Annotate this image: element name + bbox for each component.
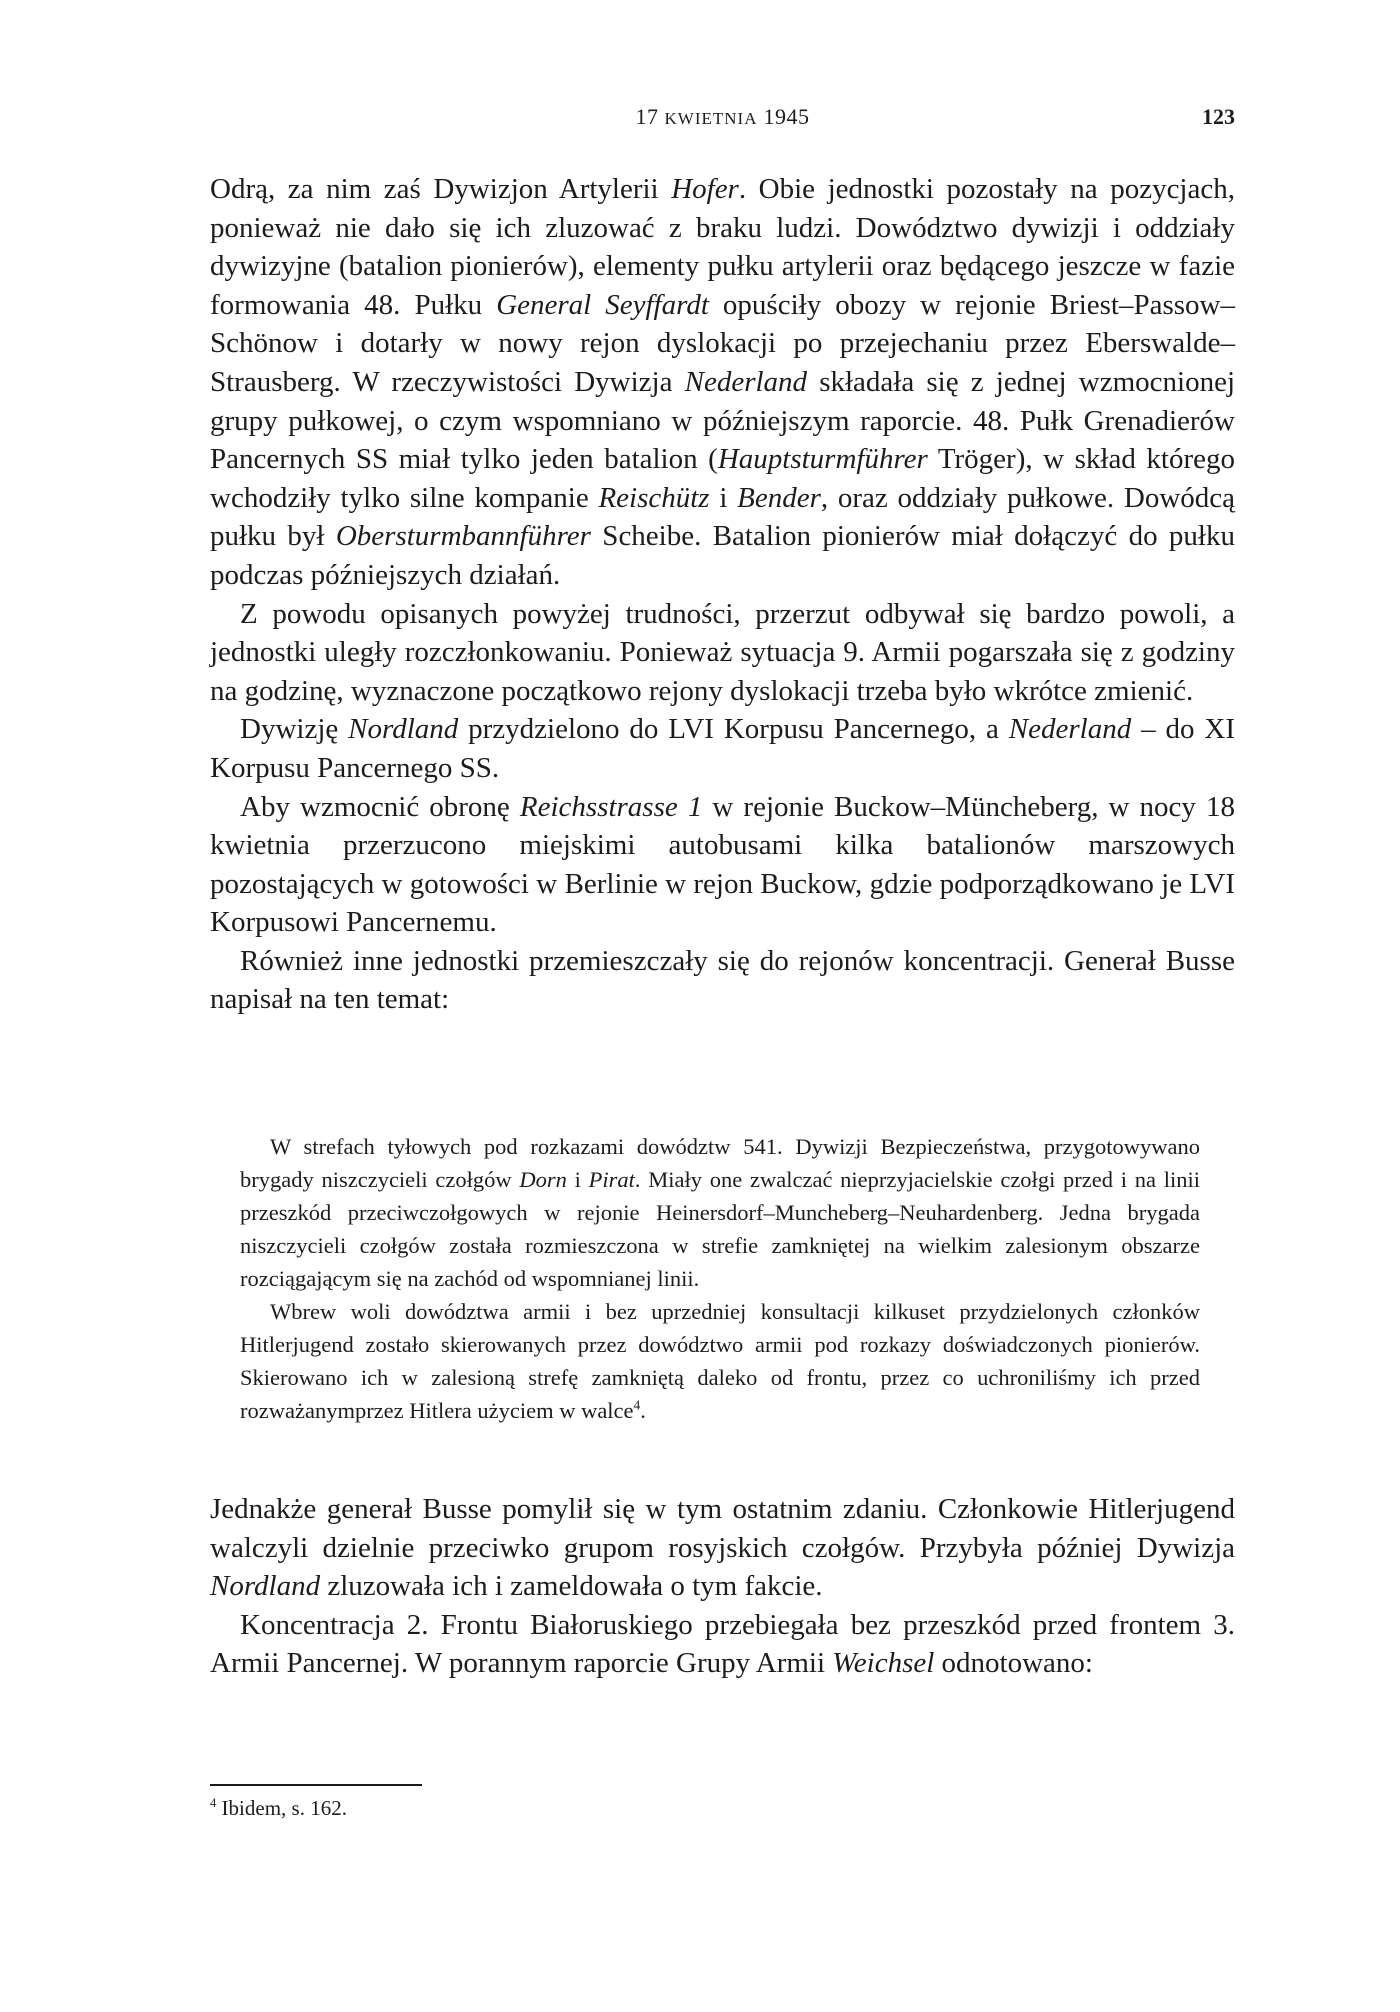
italic-term: Obersturmbannführer: [335, 520, 591, 553]
main-text: [210, 170, 1235, 1019]
paragraph: Odrą, za nim zaś Dywizjon Artylerii Hofer. Obie jednostki pozostały na pozycjach, ponieważ nie dało się ich zluzować z braku ludzi. Dowództwo dywizji i oddziały dywizyjne (batalion pionierów), elementy pułku artylerii oraz będącego jeszcze w fazie formowania 48. Pułku General Seyffardt opuściły obozy w rejonie Briest–Passow–Schönow i dotarły w nowy rejon dyslokacji po przejechaniu przez Eberswalde–Strausberg. W rzeczywistości Dywizja Nederland składała się z jednej wzmocnionej grupy pułkowej, o czym wspomniano w późniejszym raporcie. 48. Pułk Grenadierów Pancernych SS miał tylko jeden batalion (Hauptsturmführer Tröger), w skład którego wchodziły tylko silne kompanie Reischütz i Bender, oraz oddziały pułkowe. Dowódcą pułku był Obersturmbannführer Scheibe. Batalion pionierów miał dołączyć do pułku podczas późniejszych działań.: [210, 173, 1236, 591]
italic-term: Nederland: [684, 365, 808, 398]
footnote-divider: [210, 1784, 422, 1786]
footnote-marker: 4: [210, 1796, 217, 1810]
quote-paragraph: W strefach tyłowych pod rozkazami dowództw 541. Dywizji Bezpieczeństwa, przygotowywano brygady niszczycieli czołgów Dorn i Pirat. Miały one zwalczać nieprzyjacielskie czołgi przed i na linii przeszkód przeciwczołgowych w rejonie Heinersdorf–Muncheberg–Neuhardenberg. Jedna brygada niszczycieli czołgów została rozmieszczona w strefie zamkniętej na wielkim zalesionym obszarze rozciągającym się na zachód od wspomnianej linii.: [240, 1134, 1200, 1291]
header-year: 1945: [763, 104, 810, 129]
running-header: [210, 100, 1235, 134]
main-text-continued: [210, 1490, 1235, 1683]
paragraph: Jednakże generał Busse pomylił się w tym ostatnim zdaniu. Członkowie Hitlerjugend walczyli dzielnie przeciwko grupom rosyjskich czołgów. Przybyła później Dywizja Nordland zluzowała ich i zameldowała o tym fakcie.: [210, 1493, 1235, 1603]
block-quote: [240, 1130, 1200, 1427]
italic-term: Hauptsturmführer: [717, 443, 928, 476]
italic-term: General Seyffardt: [496, 288, 709, 321]
italic-term: Bender: [737, 481, 821, 514]
footnote: [210, 1794, 347, 1822]
italic-term: Reichsstrasse 1: [519, 790, 703, 823]
italic-term: Weichsel: [832, 1647, 935, 1680]
italic-term: Nederland: [1008, 713, 1132, 746]
footnote-text: Ibidem, s. 162.: [216, 1796, 347, 1820]
italic-term: Nordland: [210, 1570, 321, 1603]
header-month: KWIETNIA: [664, 109, 758, 128]
italic-term: Hofer: [671, 173, 739, 205]
paragraph: Dywizję Nordland przydzielono do LVI Korpusu Pancernego, a Nederland – do XI Korpusu Pancernego SS.: [210, 713, 1235, 784]
italic-term: Reischütz: [598, 481, 710, 514]
paragraph: Z powodu opisanych powyżej trudności, przerzut odbywał się bardzo powoli, a jednostki uległy rozczłonkowaniu. Ponieważ sytuacja 9. Armii pogarszała się z godziny na godzinę, wyznaczone początkowo rejony dyslokacji trzeba było wkrótce zmienić.: [210, 597, 1235, 707]
italic-term: Dorn: [519, 1167, 567, 1192]
chapter-date-title: [210, 104, 1235, 130]
paragraph: Również inne jednostki przemieszczały się do rejonów koncentracji. Generał Busse napisał na ten temat:: [210, 944, 1235, 1016]
italic-term: Pirat: [588, 1167, 635, 1192]
footnote-ref: 4: [633, 1397, 641, 1413]
paragraph: Koncentracja 2. Frontu Białoruskiego przebiegała bez przeszkód przed frontem 3. Armii Pancernej. W porannym raporcie Grupy Armii Weichsel odnotowano:: [210, 1608, 1235, 1680]
paragraph: Aby wzmocnić obronę Reichsstrasse 1 w rejonie Buckow–Müncheberg, w nocy 18 kwietnia przerzucono miejskimi autobusami kilka batalionów marszowych pozostających w gotowości w Berlinie w rejon Buckow, gdzie podporządkowano je LVI Korpusowi Pancernemu.: [210, 790, 1235, 939]
page-number: 123: [1202, 104, 1235, 129]
quote-paragraph: Wbrew woli dowództwa armii i bez uprzedniej konsultacji kilkuset przydzielonych członków Hitlerjugend zostało skierowanych przez dowództwo armii pod rozkazy doświadczonych pionierów. Skierowano ich w zalesioną strefę zamkniętą daleko od frontu, przez co uchroniliśmy ich przed rozważanymprzez Hitlera użyciem w walce$^4$.: [240, 1299, 1200, 1423]
header-day: 17: [635, 104, 659, 129]
italic-term: Nordland: [348, 713, 459, 746]
